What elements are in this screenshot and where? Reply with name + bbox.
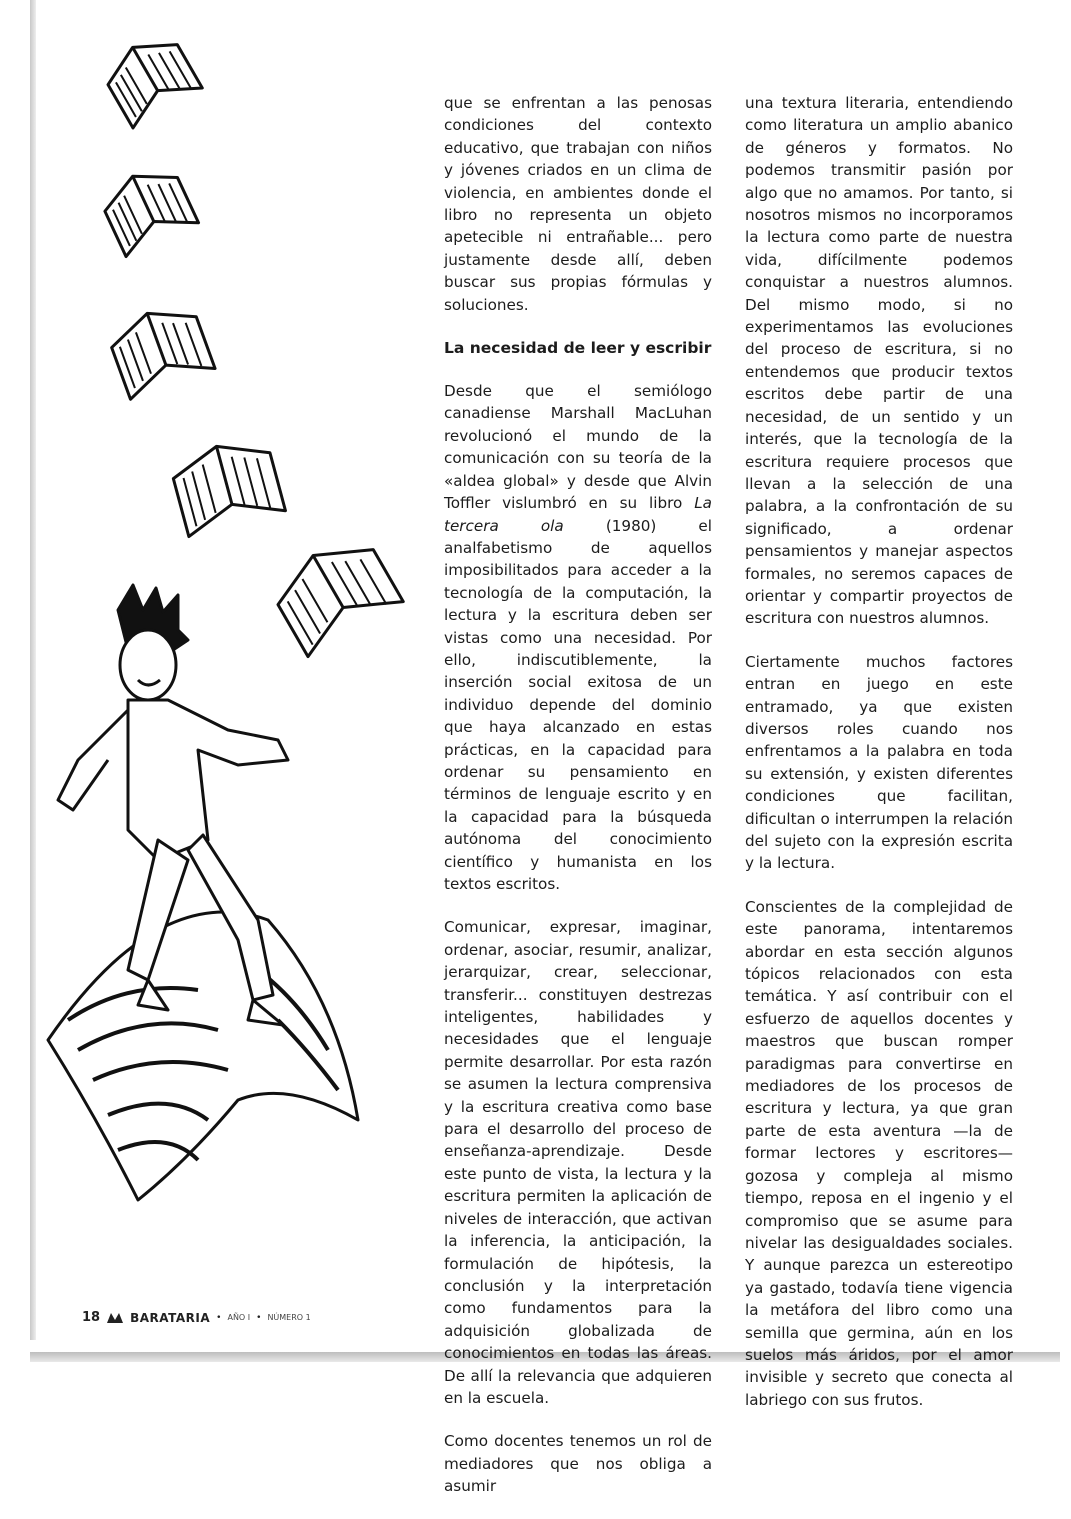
separator-dot: • <box>216 1312 222 1323</box>
section-heading: La necesidad de leer y escribir <box>444 339 712 358</box>
text-run: Desde que el semiólogo canadiense Marshall MacLuhan revolucionó el mundo de la comunicación con su teoría de la «aldea global» y desde que Alvin Toffler vislumbró en su libro <box>444 382 712 513</box>
separator-dot: • <box>256 1312 262 1323</box>
paragraph <box>444 380 712 895</box>
flying-book-icon <box>105 298 215 399</box>
flying-book-icon <box>266 528 404 657</box>
flying-book-icon <box>96 159 198 256</box>
text-run: (1980) el analfabetismo de aquellos imposibilitados para acceder a la tecnología de la computación, la lectura y la escritura deben ser vistas como una necesidad. Por ello, indiscutiblemente, la inserción social exitosa de un individuo depende del dominio que haya alcanzado en estas prácticas, en la capacidad para ordenar su pensamiento en términos de lenguaje escrito y en la capacidad para la búsqueda autónoma del conocimiento científico y humanista en los textos escritos. <box>444 516 712 893</box>
book-title: La tercera ola <box>444 494 712 535</box>
year-label: AÑO I <box>227 1313 251 1322</box>
page-number: 18 <box>82 1310 101 1325</box>
flying-book-icon <box>168 433 285 536</box>
text-column-right <box>745 92 1013 1432</box>
paragraph: una textura literaria, entendiendo como literatura un amplio abanico de géneros y formatos. No podemos transmitir pasión por algo que no amamos. Por tanto, si nosotros mismos no incorporamos la lectura como parte de nuestra vida, difícilmente podemos conquistar a nuestros alumnos. Del mismo modo, si no experimentamos las evoluciones del proceso de escritura, si no entendemos que producir textos escritos debe partir de una necesidad, de un sentido y un interés, que la tecnología de la escritura requiere procesos que llevan a la selección de una palabra, a la confrontación de su significado, a ordenar pensamientos y manejar aspectos formales, no seremos capaces de orientar y compartir proyectos de escritura con nuestros alumnos. <box>745 94 1013 628</box>
paragraph: Como docentes tenemos un rol de mediadores que nos obliga a asumir <box>444 1432 712 1496</box>
magazine-name: BARATARIA <box>130 1310 211 1325</box>
paragraph: Ciertamente muchos factores entran en juego en este entramado, ya que existen diversos roles cuando nos enfrentamos a la palabra en toda su extensión, y existen diferentes condiciones que facilitan, dificultan o interrumpen la relación del sujeto con la expresión escrita y la lectura. <box>745 652 1013 873</box>
paragraph: Conscientes de la complejidad de este panorama, intentaremos abordar en esta sección algunos tópicos relacionados con esta temática. Y así contribuir con el esfuerzo de aquellos docentes y maestros que buscan romper paradigmas para convertirse en mediadores de los procesos de escritura y lectura, ya que gran parte de esta aventura —la de formar lectores y escritores— gozosa y compleja al mismo tiempo, reposa en el ingenio y el compromiso que se asume para nivelar las desigualdades sociales. Y aunque parezca un estereotipo ya gastado, todavía tiene vigencia la metáfora del libro como una semilla que germina, aún en los suelos más áridos, por el amor invisible y secreto que conecta al labriego con sus frutos. <box>745 897 1013 1409</box>
page-footer <box>82 1310 311 1325</box>
open-book-icon <box>48 912 358 1200</box>
paragraph: que se enfrentan a las penosas condiciones del contexto educativo, que trabajan con niños y jóvenes criados en un clima de violencia, en ambientes donde el libro no representa un objeto apetecible ni entrañable... pero justamente desde allí, deben buscar sus propias fórmulas y soluciones. <box>444 94 712 314</box>
reading-child-illustration <box>38 40 418 1290</box>
magazine-logo-icon <box>106 1311 124 1325</box>
paragraph: Comunicar, expresar, imaginar, ordenar, asociar, resumir, analizar, jerarquizar, crear, seleccionar, transferir... constituyen destrezas inteligentes, habilidades y necesidades que el lenguaje permite desarrollar. Por esta razón se asumen la lectura comprensiva y la escritura creativa como base para el desarrollo del proceso de enseñanza-aprendizaje. Desde este punto de vista, la lectura y la escritura permiten la aplicación de niveles de interacción, que activan la inferencia, la anticipación, la formulación de hipótesis, la conclusión y la interpretación como fundamentos para la adquisición globalizada de conocimientos en todas las áreas. De allí la relevancia que adquieren en la escuela. <box>444 918 712 1407</box>
page-edge-left <box>30 0 36 1340</box>
issue-label: NÚMERO 1 <box>267 1313 311 1322</box>
flying-book-icon <box>98 40 202 128</box>
text-column-left <box>444 92 712 1519</box>
